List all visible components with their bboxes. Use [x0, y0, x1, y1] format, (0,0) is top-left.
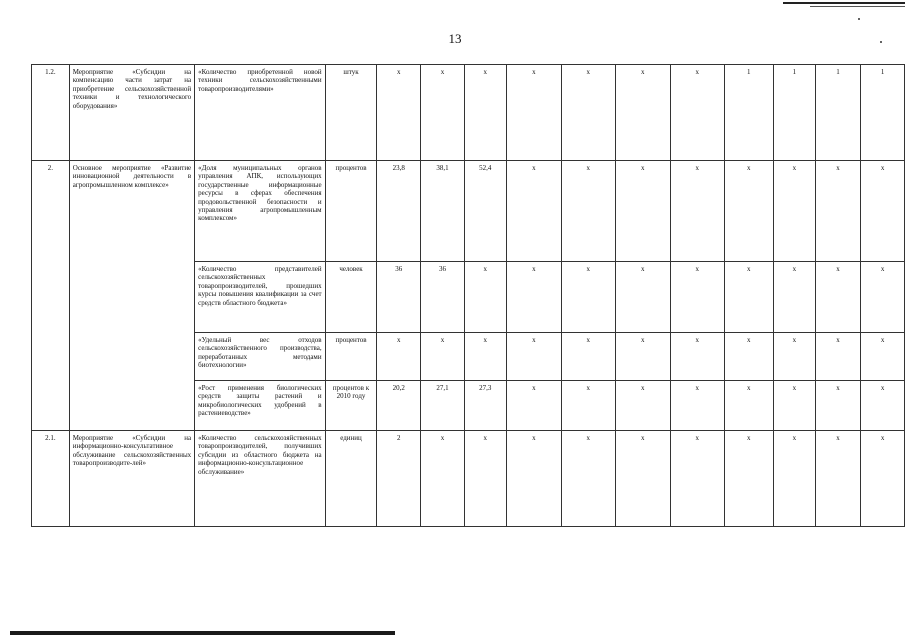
indicator-value: x	[774, 431, 816, 527]
indicator-value: x	[506, 65, 561, 161]
indicator-value: 23,8	[377, 161, 421, 262]
indicator-value: 52,4	[464, 161, 506, 262]
indicator-value: x	[464, 431, 506, 527]
indicator-value: x	[615, 431, 670, 527]
indicator-value: x	[815, 381, 861, 431]
indicator-value: x	[562, 161, 616, 262]
indicator-value: x	[815, 161, 861, 262]
table-body	[32, 65, 905, 527]
event-name: Мероприятие «Субсидии на компенсацию части затрат на приобретение сельскохозяйственной техники и технологического оборудования»	[69, 65, 194, 161]
indicator-value: 36	[421, 262, 465, 333]
scan-edge-line	[10, 631, 395, 635]
indicator-value: x	[724, 431, 774, 527]
indicator-value: x	[464, 262, 506, 333]
indicator-value: x	[774, 381, 816, 431]
scan-edge-line	[783, 2, 905, 4]
indicator-value: x	[815, 333, 861, 381]
indicator-name: «Количество сельскохозяйственных товаропроизводителей, получивших субсидии из областного бюджета на информационно-консультационное обслуживание»	[195, 431, 325, 527]
indicator-value: x	[615, 262, 670, 333]
indicator-value: x	[421, 431, 465, 527]
indicator-value: x	[774, 262, 816, 333]
indicator-value: x	[724, 381, 774, 431]
indicator-value: x	[861, 161, 905, 262]
indicators-table	[31, 64, 905, 527]
table-row	[32, 65, 905, 161]
indicator-value: 1	[861, 65, 905, 161]
indicator-value: x	[671, 333, 725, 381]
indicator-value: x	[421, 333, 465, 381]
indicator-value: x	[774, 333, 816, 381]
unit-of-measure: человек	[325, 262, 377, 333]
indicator-value: 1	[724, 65, 774, 161]
indicator-name: «Удельный вес отходов сельскохозяйственного производства, переработанных методами биотехнологии»	[195, 333, 325, 381]
indicator-value: x	[464, 65, 506, 161]
indicator-name: «Доля муниципальных органов управления АПК, использующих государственные информационные ресурсы в сферах обеспечения продовольственной безопасности и управления агропромышленным комплексом»	[195, 161, 325, 262]
indicator-name: «Количество представителей сельскохозяйственных товаропроизводителей, прошедших курсы повышения квалификации за счет средств областного бюджета»	[195, 262, 325, 333]
indicator-value: x	[377, 333, 421, 381]
indicator-value: 1	[774, 65, 816, 161]
indicator-value: 38,1	[421, 161, 465, 262]
indicator-value: x	[506, 161, 561, 262]
scan-speck	[880, 41, 882, 43]
indicator-value: x	[562, 262, 616, 333]
indicator-value: x	[506, 431, 561, 527]
indicator-value: x	[861, 431, 905, 527]
indicator-name: «Количество приобретенной новой техники сельскохозяйственными товаропроизводителями»	[195, 65, 325, 161]
indicator-value: 27,3	[464, 381, 506, 431]
unit-of-measure: процентов	[325, 333, 377, 381]
unit-of-measure: штук	[325, 65, 377, 161]
table-row	[32, 431, 905, 527]
indicator-name: «Рост применения биологических средств защиты растений и микробиологических удобрений в растениеводстве»	[195, 381, 325, 431]
indicator-value: x	[615, 333, 670, 381]
scan-speck	[858, 18, 860, 20]
unit-of-measure: единиц	[325, 431, 377, 527]
event-name: Мероприятие «Субсидии на информационно-консультативное обслуживание сельскохозяйственных товаропроизводите-лей»	[69, 431, 194, 527]
indicator-value: x	[562, 381, 616, 431]
indicator-value: x	[724, 333, 774, 381]
indicator-value: x	[671, 381, 725, 431]
indicator-value: x	[861, 333, 905, 381]
indicator-value: x	[421, 65, 465, 161]
indicator-value: x	[724, 262, 774, 333]
indicator-value: x	[615, 381, 670, 431]
indicator-value: x	[562, 333, 616, 381]
indicator-value: x	[774, 161, 816, 262]
unit-of-measure: процентов	[325, 161, 377, 262]
row-number: 1.2.	[32, 65, 70, 161]
indicator-value: 27,1	[421, 381, 465, 431]
indicator-value: x	[815, 431, 861, 527]
indicator-value: x	[615, 65, 670, 161]
indicator-value: x	[615, 161, 670, 262]
indicator-value: 1	[815, 65, 861, 161]
row-number: 2.	[32, 161, 70, 431]
indicator-value: 2	[377, 431, 421, 527]
indicator-value: x	[861, 381, 905, 431]
unit-of-measure: процентов к 2010 году	[325, 381, 377, 431]
indicator-value: x	[671, 431, 725, 527]
indicator-value: x	[671, 161, 725, 262]
indicator-value: x	[671, 262, 725, 333]
indicator-value: x	[506, 262, 561, 333]
indicator-value: x	[562, 65, 616, 161]
table-row	[32, 161, 905, 262]
indicator-value: x	[377, 65, 421, 161]
indicator-value: 36	[377, 262, 421, 333]
scan-edge-line	[810, 6, 905, 7]
indicator-value: x	[724, 161, 774, 262]
page-number: 13	[448, 31, 462, 46]
indicator-value: x	[861, 262, 905, 333]
indicator-value: x	[671, 65, 725, 161]
indicator-value: 20,2	[377, 381, 421, 431]
indicator-value: x	[506, 381, 561, 431]
indicator-value: x	[464, 333, 506, 381]
indicator-value: x	[815, 262, 861, 333]
event-name: Основное мероприятие «Развитие инновационной деятельности в агропромышленном комплексе»	[69, 161, 194, 431]
indicator-value: x	[562, 431, 616, 527]
row-number: 2.1.	[32, 431, 70, 527]
indicator-value: x	[506, 333, 561, 381]
